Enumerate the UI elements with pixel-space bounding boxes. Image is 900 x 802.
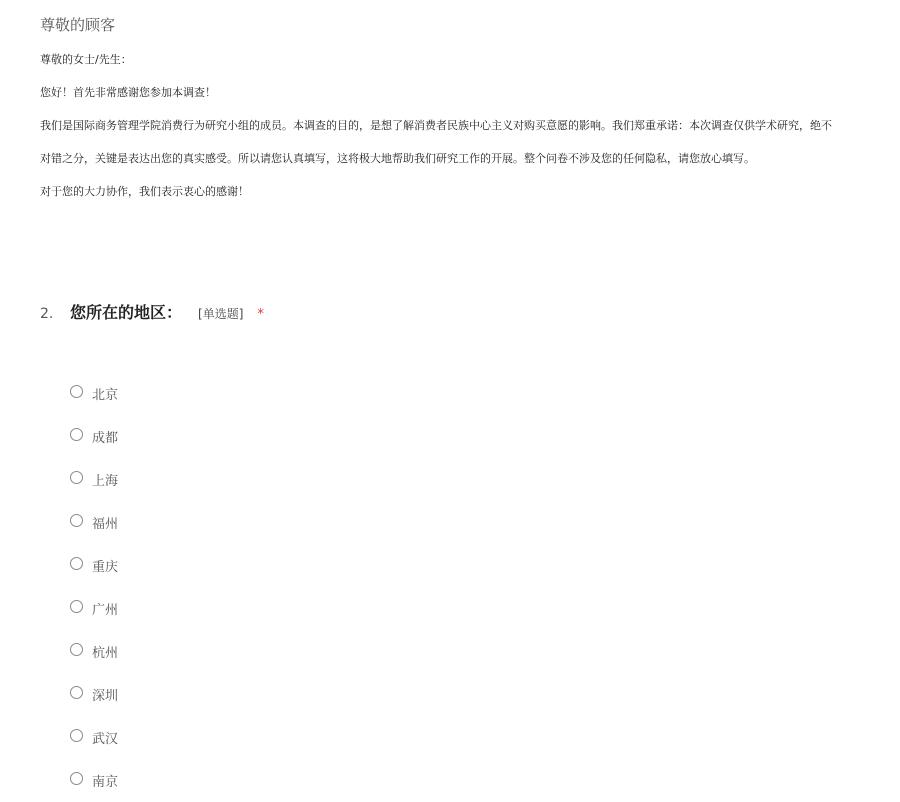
radio-button[interactable]: [70, 471, 83, 484]
radio-button[interactable]: [70, 428, 83, 441]
option-label[interactable]: 成都: [92, 431, 119, 446]
radio-button[interactable]: [70, 600, 83, 613]
intro-title: 尊敬的顾客: [40, 16, 116, 34]
intro-thanks: 您好！首先非常感谢您参加本调查！: [40, 86, 216, 99]
option-label[interactable]: 重庆: [92, 560, 119, 575]
option-label[interactable]: 深圳: [92, 689, 119, 704]
option-label[interactable]: 福州: [92, 517, 119, 532]
option-shanghai[interactable]: [70, 458, 118, 501]
question-title: 您所在的地区：: [70, 303, 183, 322]
radio-button[interactable]: [70, 643, 83, 656]
radio-button[interactable]: [70, 514, 83, 527]
radio-button[interactable]: [70, 772, 83, 785]
option-label[interactable]: 武汉: [92, 732, 119, 747]
option-label[interactable]: 南京: [92, 775, 119, 790]
question-type: [单选题]: [198, 307, 244, 321]
option-label[interactable]: 杭州: [92, 646, 119, 661]
option-chengdu[interactable]: [70, 415, 118, 458]
option-label[interactable]: 北京: [92, 388, 119, 403]
option-wuhan[interactable]: [70, 716, 118, 759]
option-shenzhen[interactable]: [70, 673, 118, 716]
intro-closing: 对于您的大力协作，我们表示衷心的感谢！: [40, 185, 249, 198]
radio-button[interactable]: [70, 729, 83, 742]
option-beijing[interactable]: [70, 372, 118, 415]
question-region: [40, 300, 900, 790]
intro-purpose: 我们是国际商务管理学院消费行为研究小组的成员。本调查的目的，是想了解消费者民族中心主义对购买意愿的影响。我们郑重承诺：本次调查仅供学术研究，绝不: [40, 119, 832, 132]
option-chongqing[interactable]: [70, 544, 118, 587]
radio-button[interactable]: [70, 686, 83, 699]
survey-intro: [40, 14, 900, 217]
option-label[interactable]: 广州: [92, 603, 119, 618]
option-nanjing[interactable]: [70, 759, 118, 802]
option-hangzhou[interactable]: [70, 630, 118, 673]
required-mark: *: [257, 307, 264, 322]
option-guangzhou[interactable]: [70, 587, 118, 630]
option-list: [70, 372, 118, 802]
question-header: [40, 300, 900, 322]
radio-button[interactable]: [70, 385, 83, 398]
option-label[interactable]: 上海: [92, 474, 119, 489]
intro-privacy: 对错之分，关键是表达出您的真实感受。所以请您认真填写，这将极大地帮助我们研究工作的开展。整个问卷不涉及您的任何隐私，请您放心填写。: [40, 152, 755, 165]
question-number: 2.: [40, 306, 54, 322]
option-fuzhou[interactable]: [70, 501, 118, 544]
radio-button[interactable]: [70, 557, 83, 570]
intro-greeting: 尊敬的女士/先生：: [40, 53, 132, 66]
